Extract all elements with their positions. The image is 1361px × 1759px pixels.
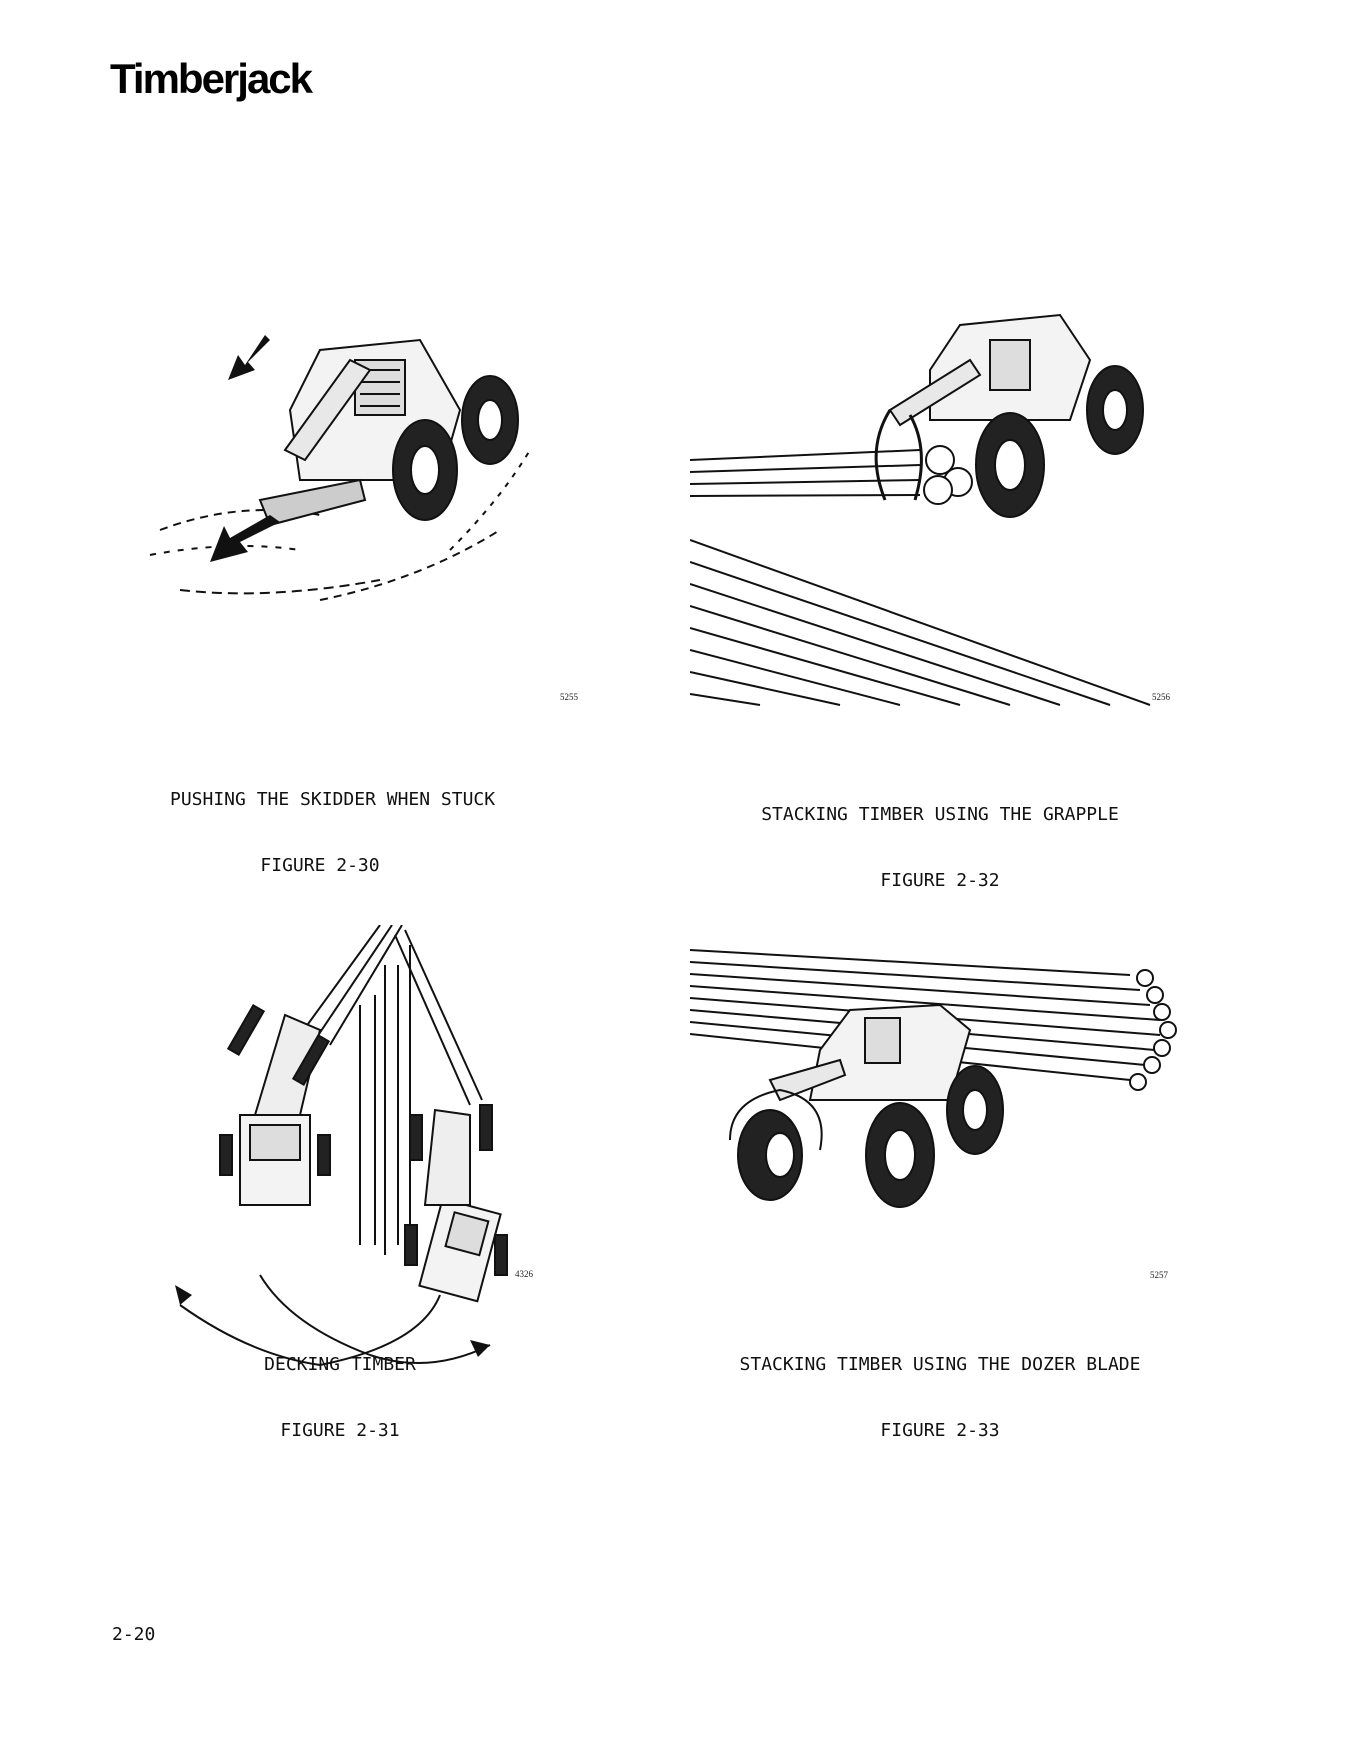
grapple-stacking-illustration bbox=[690, 300, 1190, 720]
figure-title: DECKING TIMBER bbox=[264, 1354, 416, 1375]
figure-label: FIGURE 2-30 bbox=[260, 855, 380, 876]
figure-code: 4326 bbox=[515, 1269, 533, 1279]
figure-pushing-skidder bbox=[120, 300, 620, 702]
figure-code: 5255 bbox=[560, 692, 578, 702]
figure-title: STACKING TIMBER USING THE GRAPPLE bbox=[761, 804, 1119, 825]
figure-2-32-caption bbox=[740, 760, 1140, 914]
figure-stacking-dozer bbox=[690, 940, 1200, 1280]
page-number: 2-20 bbox=[112, 1624, 156, 1645]
figure-2-33-caption bbox=[720, 1310, 1160, 1464]
brand-logo: Timberjack bbox=[110, 55, 312, 102]
figure-code: 5256 bbox=[1152, 692, 1170, 702]
figure-title: STACKING TIMBER USING THE DOZER BLADE bbox=[739, 1354, 1141, 1375]
figure-code: 5257 bbox=[1150, 1270, 1168, 1280]
figure-title: PUSHING THE SKIDDER WHEN STUCK bbox=[170, 789, 496, 810]
figure-label: FIGURE 2-32 bbox=[880, 870, 1000, 891]
figure-2-31-caption bbox=[240, 1310, 440, 1464]
dozer-stacking-illustration bbox=[690, 940, 1200, 1280]
figure-stacking-grapple bbox=[690, 300, 1190, 720]
figure-2-30-caption bbox=[170, 745, 496, 899]
skidder-stuck-illustration bbox=[120, 300, 620, 640]
figure-label: FIGURE 2-31 bbox=[280, 1420, 400, 1441]
figure-label: FIGURE 2-33 bbox=[880, 1420, 1000, 1441]
